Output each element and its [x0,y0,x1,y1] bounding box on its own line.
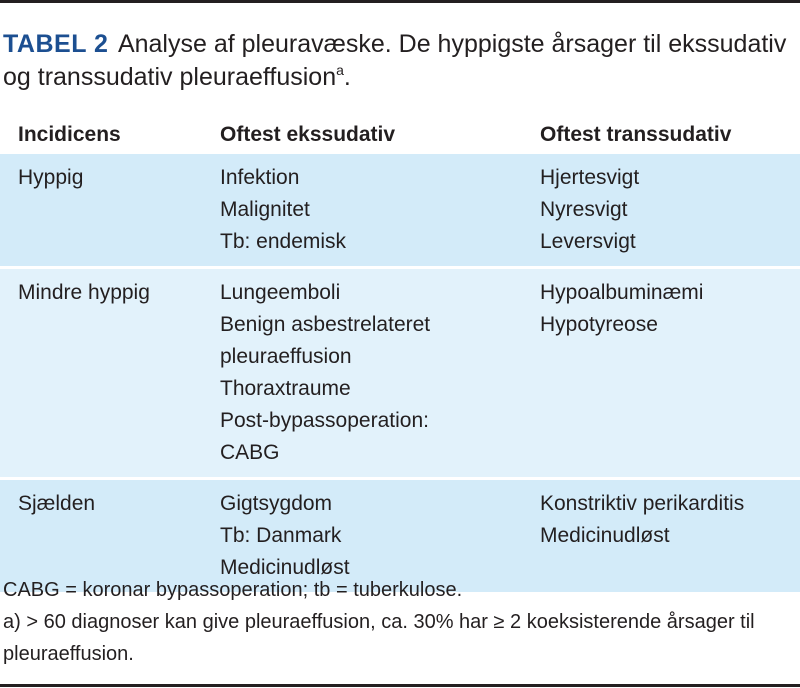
exudative-item: Tb: Danmark [220,524,342,547]
exudative-item: Tb: endemisk [220,230,347,253]
exudative-cell [220,154,540,266]
incidence-cell: Hyppig [18,166,84,189]
transudative-item: Hypotyreose [540,313,658,336]
caption-text: Analyse af pleuravæske. De hyppigste årsager til ekssudativ og transsudativ pleuraeffusion [3,30,787,91]
exudative-cell [220,269,540,477]
transudative-item: Konstriktiv perikarditis [540,492,745,515]
exudative-item: Malignitet [220,198,310,221]
header-exudative: Oftest ekssudativ [220,116,540,154]
transudative-item: Medicinudløst [540,524,670,547]
exudative-item: Gigtsygdom [220,492,333,515]
transudative-item: Hypoalbuminæmi [540,281,704,304]
table-row [0,269,800,477]
exudative-item: Thoraxtraume [220,377,351,400]
transudative-cell [540,154,800,266]
transudative-item: Hjertesvigt [540,166,640,189]
transudative-item: Nyresvigt [540,198,628,221]
exudative-item: Infektion [220,166,300,189]
exudative-item: CABG [220,441,280,464]
exudative-item: Benign asbestrelateret [220,313,431,336]
exudative-item: Lungeemboli [220,281,341,304]
exudative-item: Medicinudløst [220,556,350,579]
transudative-cell [540,269,800,477]
caption-footnote-marker: a [336,62,344,78]
table-row [0,154,800,266]
header-transudative: Oftest transsudativ [540,116,800,154]
data-table [0,116,800,592]
table-label: TABEL 2 [3,30,109,58]
caption-end: . [343,63,351,91]
exudative-item: Post-bypassoperation: [220,409,429,432]
header-row [0,116,800,154]
footnote-abbreviations: CABG = koronar bypassoperation; tb = tuberkulose. [3,579,463,601]
top-rule [0,0,800,3]
bottom-rule [0,684,800,687]
incidence-cell: Mindre hyppig [18,281,150,304]
incidence-cell: Sjælden [18,492,96,515]
exudative-item: pleuraeffusion [220,345,352,368]
transudative-item: Leversvigt [540,230,636,253]
footnotes [3,574,800,670]
footnote-a: a) > 60 diagnoser kan give pleuraeffusion, ca. 30% har ≥ 2 koeksisterende årsager til pleuraeffusion. [3,611,755,665]
header-incidence: Incidicens [0,116,220,154]
table-caption [3,28,793,94]
